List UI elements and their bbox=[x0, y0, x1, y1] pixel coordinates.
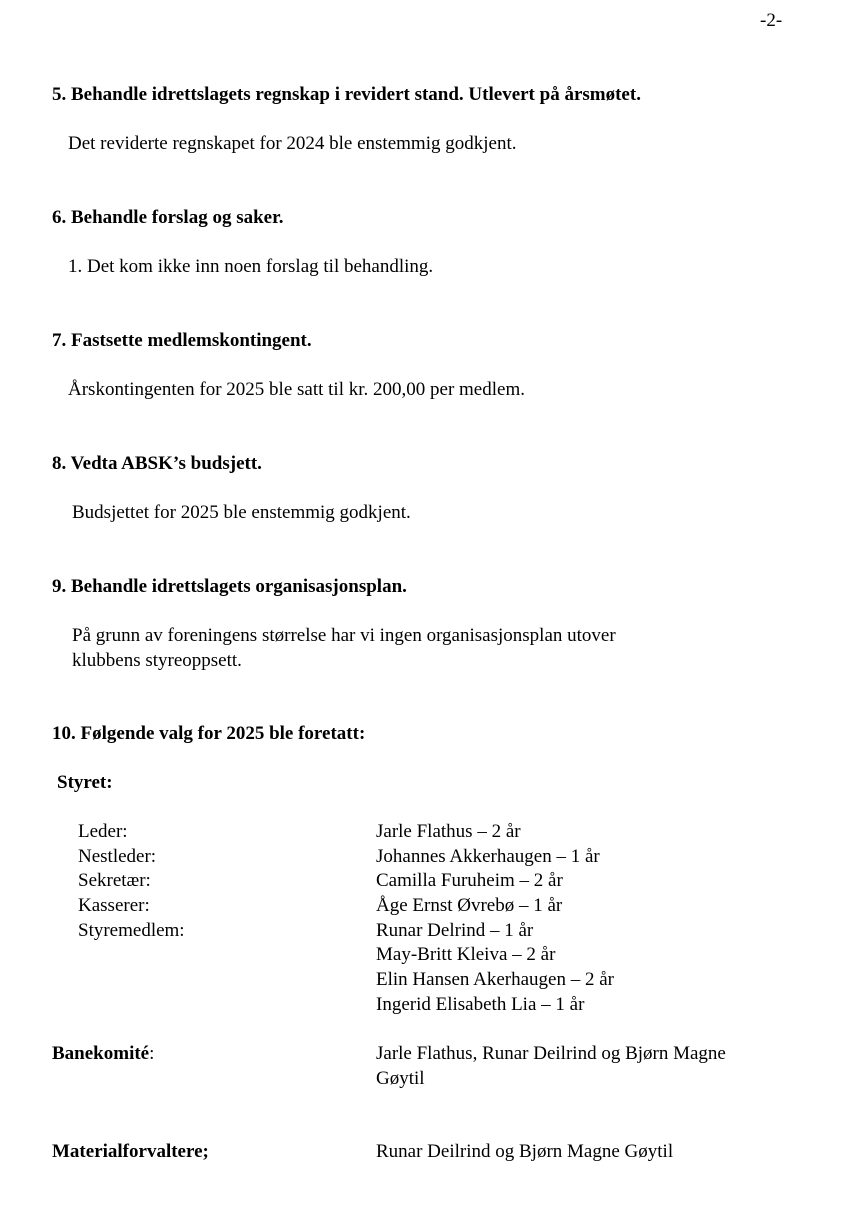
member-entry: Åge Ernst Øvrebø – 1 år bbox=[376, 895, 563, 917]
equipment-managers-members: Runar Deilrind og Bjørn Magne Gøytil bbox=[376, 1141, 674, 1162]
section-6-text: 1. Det kom ikke inn noen forslag til behandling. bbox=[68, 256, 434, 277]
member-entry: Runar Delrind – 1 år bbox=[376, 919, 534, 941]
role-label: Nestleder: bbox=[78, 845, 157, 867]
section-7-heading: 7. Fastsette medlemskontingent. bbox=[52, 330, 312, 351]
board-title: Styret: bbox=[57, 772, 113, 793]
section-10-heading: 10. Følgende valg for 2025 ble foretatt: bbox=[52, 723, 366, 744]
track-committee-label-text: Banekomité bbox=[52, 1043, 150, 1064]
track-committee-label bbox=[52, 1042, 154, 1066]
role-label: Kasserer: bbox=[78, 895, 150, 917]
member-entry: Jarle Flathus – 2 år bbox=[376, 821, 521, 842]
section-6-heading: 6. Behandle forslag og saker. bbox=[52, 207, 284, 228]
board-members-list bbox=[376, 820, 614, 1018]
board-roles-list bbox=[78, 820, 185, 943]
member-entry: Johannes Akkerhaugen – 1 år bbox=[376, 845, 600, 867]
section-9-heading: 9. Behandle idrettslagets organisasjonsplan. bbox=[52, 576, 407, 597]
section-9-text-line-1: På grunn av foreningens størrelse har vi ingen organisasjonsplan utover bbox=[72, 625, 616, 646]
role-label: Sekretær: bbox=[78, 870, 151, 892]
page-number: -2- bbox=[760, 10, 783, 31]
track-committee-label-suffix: : bbox=[149, 1043, 155, 1064]
member-entry: Ingerid Elisabeth Lia – 1 år bbox=[376, 993, 585, 1015]
section-7-text: Årskontingenten for 2025 ble satt til kr. 200,00 per medlem. bbox=[68, 379, 525, 400]
member-entry: May-Britt Kleiva – 2 år bbox=[376, 944, 556, 966]
section-8-text: Budsjettet for 2025 ble enstemmig godkjent. bbox=[72, 502, 411, 523]
track-committee-members-line-2: Gøytil bbox=[376, 1068, 425, 1089]
section-5-heading: 5. Behandle idrettslagets regnskap i revidert stand. Utlevert på årsmøtet. bbox=[52, 84, 641, 105]
member-entry: Camilla Furuheim – 2 år bbox=[376, 870, 563, 892]
track-committee-members-line-1: Jarle Flathus, Runar Deilrind og Bjørn Magne bbox=[376, 1043, 726, 1064]
section-8-heading: 8. Vedta ABSK’s budsjett. bbox=[52, 453, 262, 474]
section-9-text-line-2: klubbens styreoppsett. bbox=[72, 650, 242, 671]
role-label: Leder: bbox=[78, 821, 128, 842]
member-entry: Elin Hansen Akerhaugen – 2 år bbox=[376, 969, 614, 991]
section-5-text: Det reviderte regnskapet for 2024 ble enstemmig godkjent. bbox=[68, 133, 517, 154]
role-label: Styremedlem: bbox=[78, 919, 185, 941]
equipment-managers-label: Materialforvaltere; bbox=[52, 1141, 209, 1162]
